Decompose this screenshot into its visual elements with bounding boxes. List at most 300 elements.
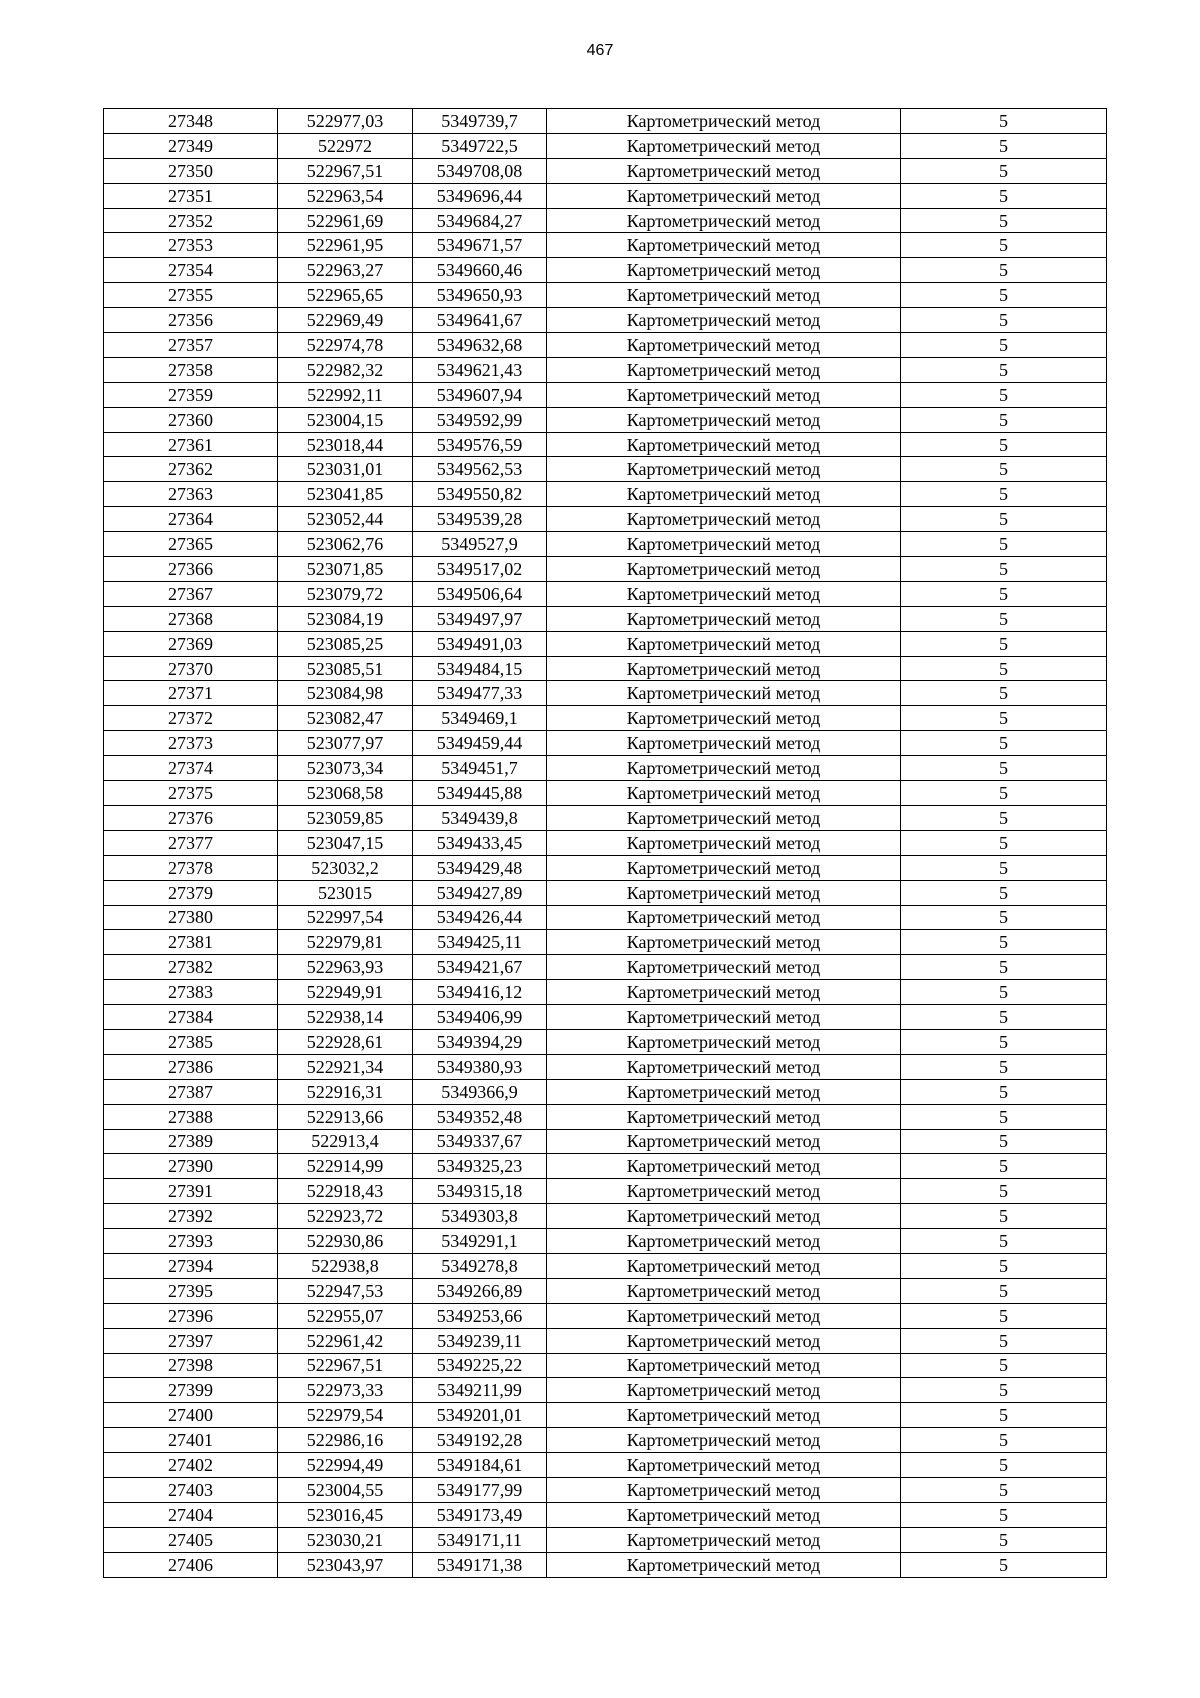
y-coordinate-cell: 5349177,99 [413,1477,547,1502]
point-number-cell: 27367 [104,581,278,606]
accuracy-cell: 5 [901,482,1107,507]
method-cell: Картометрический метод [547,1005,901,1030]
y-coordinate-cell: 5349253,66 [413,1303,547,1328]
y-coordinate-cell: 5349527,9 [413,532,547,557]
y-coordinate-cell: 5349632,68 [413,333,547,358]
method-cell: Картометрический метод [547,681,901,706]
x-coordinate-cell: 522938,8 [278,1253,413,1278]
point-number-cell: 27393 [104,1229,278,1254]
point-number-cell: 27352 [104,208,278,233]
method-cell: Картометрический метод [547,1029,901,1054]
method-cell: Картометрический метод [547,1154,901,1179]
y-coordinate-cell: 5349303,8 [413,1204,547,1229]
method-cell: Картометрический метод [547,855,901,880]
method-cell: Картометрический метод [547,830,901,855]
table-row [104,1328,1107,1353]
table-row [104,681,1107,706]
x-coordinate-cell: 523047,15 [278,830,413,855]
table-row [104,283,1107,308]
method-cell: Картометрический метод [547,955,901,980]
table-row [104,1353,1107,1378]
method-cell: Картометрический метод [547,1527,901,1552]
accuracy-cell: 5 [901,407,1107,432]
y-coordinate-cell: 5349184,61 [413,1453,547,1478]
table-row [104,1129,1107,1154]
accuracy-cell: 5 [901,333,1107,358]
x-coordinate-cell: 522913,66 [278,1104,413,1129]
accuracy-cell: 5 [901,706,1107,731]
x-coordinate-cell: 523073,34 [278,756,413,781]
x-coordinate-cell: 523084,19 [278,606,413,631]
y-coordinate-cell: 5349427,89 [413,880,547,905]
method-cell: Картометрический метод [547,158,901,183]
method-cell: Картометрический метод [547,1477,901,1502]
y-coordinate-cell: 5349366,9 [413,1079,547,1104]
point-number-cell: 27392 [104,1204,278,1229]
accuracy-cell: 5 [901,1303,1107,1328]
table-row [104,183,1107,208]
table-row [104,407,1107,432]
table-row [104,930,1107,955]
method-cell: Картометрический метод [547,457,901,482]
table-row [104,1005,1107,1030]
method-cell: Картометрический метод [547,581,901,606]
point-number-cell: 27379 [104,880,278,905]
method-cell: Картометрический метод [547,1303,901,1328]
y-coordinate-cell: 5349380,93 [413,1054,547,1079]
point-number-cell: 27349 [104,133,278,158]
accuracy-cell: 5 [901,1527,1107,1552]
x-coordinate-cell: 523071,85 [278,557,413,582]
x-coordinate-cell: 523004,55 [278,1477,413,1502]
accuracy-cell: 5 [901,1129,1107,1154]
accuracy-cell: 5 [901,955,1107,980]
table-row [104,1179,1107,1204]
table-row [104,830,1107,855]
point-number-cell: 27371 [104,681,278,706]
y-coordinate-cell: 5349406,99 [413,1005,547,1030]
accuracy-cell: 5 [901,308,1107,333]
table-row [104,1154,1107,1179]
table-row [104,581,1107,606]
x-coordinate-cell: 522914,99 [278,1154,413,1179]
x-coordinate-cell: 522973,33 [278,1378,413,1403]
method-cell: Картометрический метод [547,532,901,557]
y-coordinate-cell: 5349173,49 [413,1502,547,1527]
y-coordinate-cell: 5349576,59 [413,432,547,457]
method-cell: Картометрический метод [547,1179,901,1204]
accuracy-cell: 5 [901,805,1107,830]
table-row [104,308,1107,333]
accuracy-cell: 5 [901,930,1107,955]
point-number-cell: 27381 [104,930,278,955]
x-coordinate-cell: 523085,51 [278,656,413,681]
method-cell: Картометрический метод [547,1428,901,1453]
table-row [104,532,1107,557]
y-coordinate-cell: 5349708,08 [413,158,547,183]
method-cell: Картометрический метод [547,880,901,905]
point-number-cell: 27366 [104,557,278,582]
y-coordinate-cell: 5349671,57 [413,233,547,258]
point-number-cell: 27383 [104,980,278,1005]
table-row [104,1428,1107,1453]
y-coordinate-cell: 5349562,53 [413,457,547,482]
x-coordinate-cell: 523016,45 [278,1502,413,1527]
y-coordinate-cell: 5349477,33 [413,681,547,706]
x-coordinate-cell: 523032,2 [278,855,413,880]
y-coordinate-cell: 5349621,43 [413,357,547,382]
point-number-cell: 27390 [104,1154,278,1179]
point-number-cell: 27388 [104,1104,278,1129]
accuracy-cell: 5 [901,1253,1107,1278]
accuracy-cell: 5 [901,830,1107,855]
x-coordinate-cell: 523059,85 [278,805,413,830]
accuracy-cell: 5 [901,258,1107,283]
x-coordinate-cell: 522997,54 [278,905,413,930]
table-row [104,1303,1107,1328]
point-number-cell: 27358 [104,357,278,382]
x-coordinate-cell: 522974,78 [278,333,413,358]
y-coordinate-cell: 5349325,23 [413,1154,547,1179]
y-coordinate-cell: 5349394,29 [413,1029,547,1054]
coordinates-table [103,108,1107,1578]
x-coordinate-cell: 523043,97 [278,1552,413,1577]
x-coordinate-cell: 522963,27 [278,258,413,283]
x-coordinate-cell: 522961,69 [278,208,413,233]
accuracy-cell: 5 [901,681,1107,706]
accuracy-cell: 5 [901,1353,1107,1378]
y-coordinate-cell: 5349171,11 [413,1527,547,1552]
table-row [104,158,1107,183]
accuracy-cell: 5 [901,880,1107,905]
y-coordinate-cell: 5349211,99 [413,1378,547,1403]
accuracy-cell: 5 [901,1278,1107,1303]
x-coordinate-cell: 522961,42 [278,1328,413,1353]
point-number-cell: 27400 [104,1403,278,1428]
method-cell: Картометрический метод [547,308,901,333]
y-coordinate-cell: 5349491,03 [413,631,547,656]
y-coordinate-cell: 5349426,44 [413,905,547,930]
x-coordinate-cell: 523052,44 [278,507,413,532]
point-number-cell: 27384 [104,1005,278,1030]
accuracy-cell: 5 [901,1403,1107,1428]
table-row [104,507,1107,532]
x-coordinate-cell: 522923,72 [278,1204,413,1229]
table-row [104,980,1107,1005]
point-number-cell: 27377 [104,830,278,855]
x-coordinate-cell: 522955,07 [278,1303,413,1328]
method-cell: Картометрический метод [547,382,901,407]
table-row [104,1229,1107,1254]
page-number: 467 [586,42,614,59]
table-row [104,1552,1107,1577]
table-row [104,606,1107,631]
method-cell: Картометрический метод [547,133,901,158]
method-cell: Картометрический метод [547,208,901,233]
y-coordinate-cell: 5349291,1 [413,1229,547,1254]
y-coordinate-cell: 5349433,45 [413,830,547,855]
table-row [104,258,1107,283]
x-coordinate-cell: 522982,32 [278,357,413,382]
point-number-cell: 27389 [104,1129,278,1154]
x-coordinate-cell: 522994,49 [278,1453,413,1478]
table-row [104,1253,1107,1278]
accuracy-cell: 5 [901,905,1107,930]
point-number-cell: 27372 [104,706,278,731]
x-coordinate-cell: 523041,85 [278,482,413,507]
method-cell: Картометрический метод [547,357,901,382]
method-cell: Картометрический метод [547,557,901,582]
method-cell: Картометрический метод [547,656,901,681]
x-coordinate-cell: 523004,15 [278,407,413,432]
method-cell: Картометрический метод [547,1079,901,1104]
point-number-cell: 27404 [104,1502,278,1527]
table-row [104,432,1107,457]
table-row [104,756,1107,781]
point-number-cell: 27376 [104,805,278,830]
table-row [104,955,1107,980]
method-cell: Картометрический метод [547,1403,901,1428]
x-coordinate-cell: 522918,43 [278,1179,413,1204]
y-coordinate-cell: 5349192,28 [413,1428,547,1453]
table-row [104,457,1107,482]
point-number-cell: 27357 [104,333,278,358]
x-coordinate-cell: 522986,16 [278,1428,413,1453]
y-coordinate-cell: 5349592,99 [413,407,547,432]
method-cell: Картометрический метод [547,1378,901,1403]
point-number-cell: 27365 [104,532,278,557]
table-row [104,805,1107,830]
method-cell: Картометрический метод [547,930,901,955]
accuracy-cell: 5 [901,158,1107,183]
point-number-cell: 27369 [104,631,278,656]
accuracy-cell: 5 [901,283,1107,308]
point-number-cell: 27394 [104,1253,278,1278]
method-cell: Картометрический метод [547,258,901,283]
point-number-cell: 27351 [104,183,278,208]
method-cell: Картометрический метод [547,1229,901,1254]
table-row [104,208,1107,233]
point-number-cell: 27380 [104,905,278,930]
y-coordinate-cell: 5349278,8 [413,1253,547,1278]
x-coordinate-cell: 522967,51 [278,1353,413,1378]
y-coordinate-cell: 5349459,44 [413,731,547,756]
method-cell: Картометрический метод [547,631,901,656]
method-cell: Картометрический метод [547,432,901,457]
point-number-cell: 27354 [104,258,278,283]
x-coordinate-cell: 522965,65 [278,283,413,308]
y-coordinate-cell: 5349421,67 [413,955,547,980]
table-row [104,781,1107,806]
accuracy-cell: 5 [901,756,1107,781]
point-number-cell: 27397 [104,1328,278,1353]
y-coordinate-cell: 5349201,01 [413,1403,547,1428]
point-number-cell: 27402 [104,1453,278,1478]
method-cell: Картометрический метод [547,1328,901,1353]
accuracy-cell: 5 [901,581,1107,606]
method-cell: Картометрический метод [547,1502,901,1527]
y-coordinate-cell: 5349337,67 [413,1129,547,1154]
point-number-cell: 27353 [104,233,278,258]
x-coordinate-cell: 523085,25 [278,631,413,656]
table-row [104,1104,1107,1129]
x-coordinate-cell: 522979,54 [278,1403,413,1428]
method-cell: Картометрический метод [547,1353,901,1378]
table-row [104,880,1107,905]
x-coordinate-cell: 522949,91 [278,980,413,1005]
table-row [104,133,1107,158]
point-number-cell: 27368 [104,606,278,631]
accuracy-cell: 5 [901,208,1107,233]
y-coordinate-cell: 5349439,8 [413,805,547,830]
accuracy-cell: 5 [901,109,1107,134]
method-cell: Картометрический метод [547,183,901,208]
x-coordinate-cell: 522961,95 [278,233,413,258]
table-row [104,731,1107,756]
method-cell: Картометрический метод [547,482,901,507]
x-coordinate-cell: 522972 [278,133,413,158]
table-row [104,1079,1107,1104]
table-row [104,109,1107,134]
accuracy-cell: 5 [901,1029,1107,1054]
y-coordinate-cell: 5349650,93 [413,283,547,308]
y-coordinate-cell: 5349550,82 [413,482,547,507]
point-number-cell: 27401 [104,1428,278,1453]
table-row [104,905,1107,930]
method-cell: Картометрический метод [547,233,901,258]
point-number-cell: 27375 [104,781,278,806]
accuracy-cell: 5 [901,1378,1107,1403]
table-row [104,1477,1107,1502]
point-number-cell: 27362 [104,457,278,482]
x-coordinate-cell: 523077,97 [278,731,413,756]
table-row [104,482,1107,507]
method-cell: Картометрический метод [547,1552,901,1577]
accuracy-cell: 5 [901,731,1107,756]
y-coordinate-cell: 5349684,27 [413,208,547,233]
x-coordinate-cell: 522938,14 [278,1005,413,1030]
method-cell: Картометрический метод [547,905,901,930]
accuracy-cell: 5 [901,233,1107,258]
method-cell: Картометрический метод [547,1129,901,1154]
y-coordinate-cell: 5349539,28 [413,507,547,532]
x-coordinate-cell: 522928,61 [278,1029,413,1054]
x-coordinate-cell: 522913,4 [278,1129,413,1154]
y-coordinate-cell: 5349171,38 [413,1552,547,1577]
accuracy-cell: 5 [901,382,1107,407]
y-coordinate-cell: 5349451,7 [413,756,547,781]
accuracy-cell: 5 [901,1154,1107,1179]
y-coordinate-cell: 5349641,67 [413,308,547,333]
point-number-cell: 27406 [104,1552,278,1577]
accuracy-cell: 5 [901,457,1107,482]
table-row [104,706,1107,731]
x-coordinate-cell: 522947,53 [278,1278,413,1303]
method-cell: Картометрический метод [547,1453,901,1478]
accuracy-cell: 5 [901,1428,1107,1453]
point-number-cell: 27395 [104,1278,278,1303]
point-number-cell: 27398 [104,1353,278,1378]
table-row [104,1029,1107,1054]
table-row [104,855,1107,880]
table-row [104,631,1107,656]
y-coordinate-cell: 5349660,46 [413,258,547,283]
coordinates-table-body [104,109,1107,1578]
method-cell: Картометрический метод [547,731,901,756]
accuracy-cell: 5 [901,1229,1107,1254]
x-coordinate-cell: 522979,81 [278,930,413,955]
point-number-cell: 27361 [104,432,278,457]
y-coordinate-cell: 5349445,88 [413,781,547,806]
point-number-cell: 27364 [104,507,278,532]
method-cell: Картометрический метод [547,507,901,532]
method-cell: Картометрический метод [547,1054,901,1079]
accuracy-cell: 5 [901,1477,1107,1502]
y-coordinate-cell: 5349266,89 [413,1278,547,1303]
point-number-cell: 27370 [104,656,278,681]
method-cell: Картометрический метод [547,781,901,806]
accuracy-cell: 5 [901,507,1107,532]
method-cell: Картометрический метод [547,1253,901,1278]
method-cell: Картометрический метод [547,333,901,358]
y-coordinate-cell: 5349225,22 [413,1353,547,1378]
y-coordinate-cell: 5349497,97 [413,606,547,631]
accuracy-cell: 5 [901,1552,1107,1577]
method-cell: Картометрический метод [547,606,901,631]
point-number-cell: 27355 [104,283,278,308]
y-coordinate-cell: 5349352,48 [413,1104,547,1129]
y-coordinate-cell: 5349484,15 [413,656,547,681]
accuracy-cell: 5 [901,980,1107,1005]
y-coordinate-cell: 5349607,94 [413,382,547,407]
table-row [104,357,1107,382]
accuracy-cell: 5 [901,855,1107,880]
table-row [104,1278,1107,1303]
point-number-cell: 27386 [104,1054,278,1079]
table-row [104,1204,1107,1229]
table-row [104,382,1107,407]
point-number-cell: 27405 [104,1527,278,1552]
method-cell: Картометрический метод [547,756,901,781]
point-number-cell: 27363 [104,482,278,507]
x-coordinate-cell: 522963,54 [278,183,413,208]
point-number-cell: 27374 [104,756,278,781]
table-row [104,1403,1107,1428]
x-coordinate-cell: 522977,03 [278,109,413,134]
method-cell: Картометрический метод [547,706,901,731]
x-coordinate-cell: 523062,76 [278,532,413,557]
accuracy-cell: 5 [901,1005,1107,1030]
accuracy-cell: 5 [901,1502,1107,1527]
y-coordinate-cell: 5349429,48 [413,855,547,880]
table-row [104,333,1107,358]
point-number-cell: 27391 [104,1179,278,1204]
point-number-cell: 27360 [104,407,278,432]
y-coordinate-cell: 5349416,12 [413,980,547,1005]
point-number-cell: 27382 [104,955,278,980]
x-coordinate-cell: 523079,72 [278,581,413,606]
accuracy-cell: 5 [901,432,1107,457]
method-cell: Картометрический метод [547,1104,901,1129]
method-cell: Картометрический метод [547,1278,901,1303]
table-row [104,1453,1107,1478]
accuracy-cell: 5 [901,781,1107,806]
y-coordinate-cell: 5349425,11 [413,930,547,955]
table-row [104,557,1107,582]
point-number-cell: 27396 [104,1303,278,1328]
method-cell: Картометрический метод [547,805,901,830]
point-number-cell: 27378 [104,855,278,880]
